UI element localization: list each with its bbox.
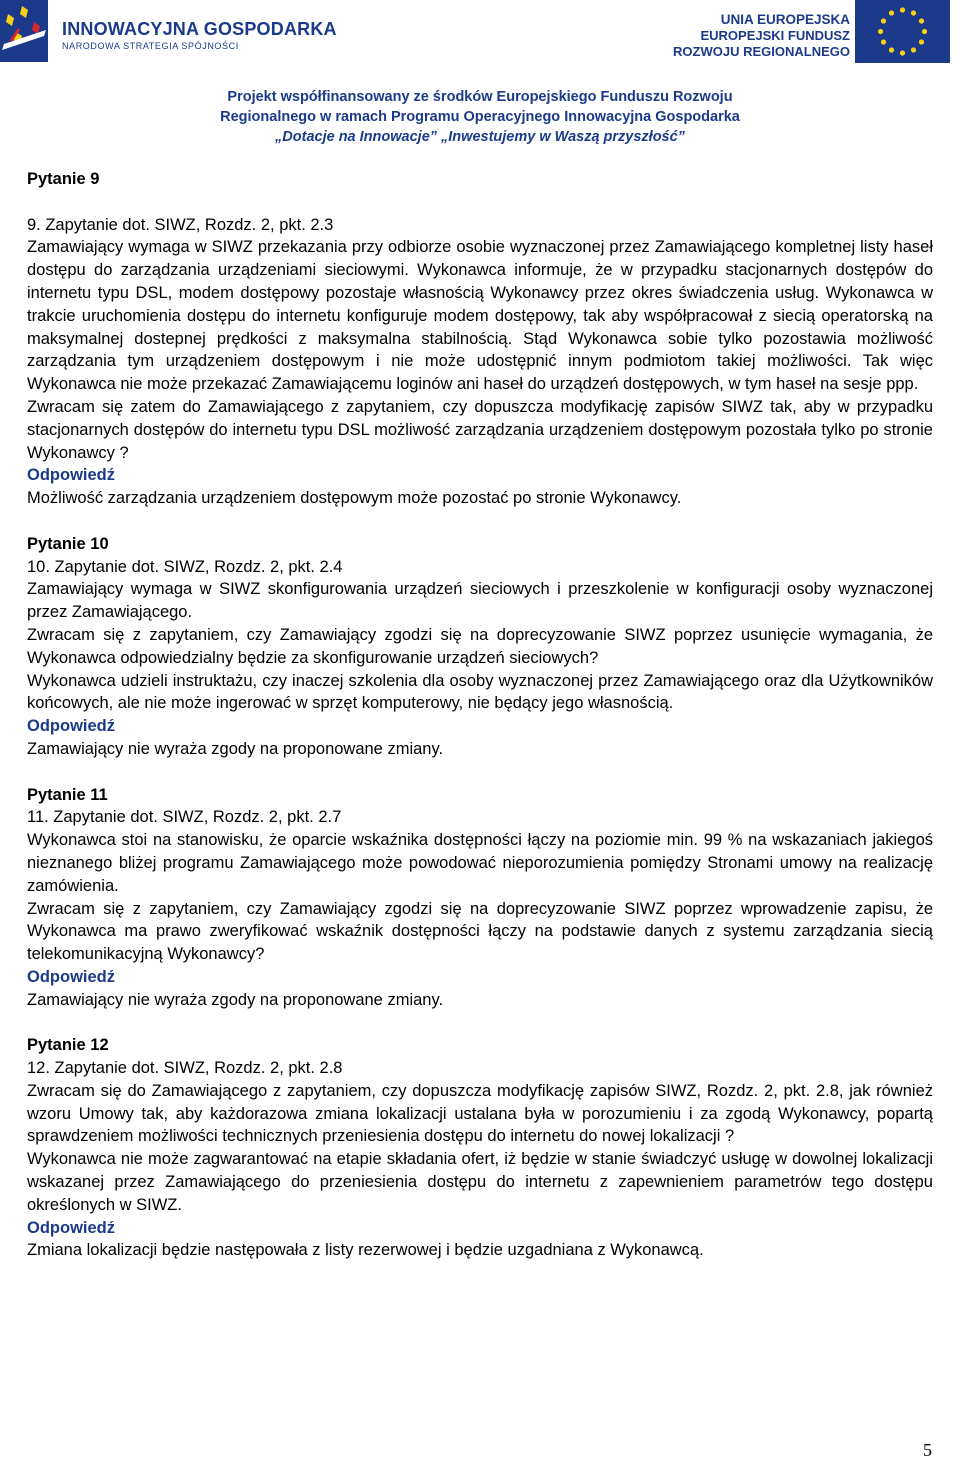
page-header bbox=[0, 0, 960, 150]
ig-logo-title: INNOWACYJNA GOSPODARKA bbox=[62, 19, 337, 39]
ig-emblem-icon bbox=[0, 0, 60, 62]
question-text: Zwracam się z zapytaniem, czy Zamawiający zgodzi się na doprecyzowanie SIWZ poprzez wprowadzenie zapisu, że Wykonawca ma prawo zweryfikować wskaźnik dostępności łączy na podstawie danych z systemu zarządzania siecią telekomunikacyjną Wykonawcy? bbox=[27, 899, 933, 964]
answer-label: Odpowiedź bbox=[27, 967, 115, 986]
answer-text: Zamawiający nie wyraża zgody na proponowane zmiany. bbox=[27, 990, 444, 1009]
question-extra: Wykonawca udzieli instruktażu, czy inaczej szkolenia dla osoby wyznaczonej przez Zamawiającego oraz dla Użytkowników końcowych, ale nie może ingerować w sprzęt komputerowy, nie będący jego własnością. bbox=[27, 671, 933, 713]
eu-logo-line2: EUROPEJSKI FUNDUSZ bbox=[700, 28, 850, 43]
question-reference: 12. Zapytanie dot. SIWZ, Rozdz. 2, pkt. 2.8 bbox=[27, 1059, 343, 1078]
eu-logo-line1: UNIA EUROPEJSKA bbox=[720, 12, 850, 27]
question-body: Zamawiający wymaga w SIWZ przekazania przy odbiorze osobie wyznaczonej przez Zamawiającego kompletnej listy haseł dostępu do zarządzania urządzeniami sieciowymi. Wykonawca informuje, że w przypadku stacjonarnych dostępów do internetu typu DSL, modem dostępowy pozostaje własnością Wykonawcy przez okres świadczenia usług. Wykonawca w trakcie uruchomienia dostępu do internetu konfiguruje modem dostępowy, tak aby współpracował z siecią operatorską na maksymalnej dostepnej prędkości z maksymalna stabilnością. Stąd Wykonawca sobie tylko pozostawia możliwość zarządzania tym urządzeniem dostępowym i nie może udostępnić innym podmiotom takiej możliwości. Tak więc Wykonawca nie może przekazać Zamawiającemu loginów ani haseł do urządzeń dostępowych, w tym haseł na sesje ppp. bbox=[27, 238, 933, 394]
question-body: Zwracam się do Zamawiającego z zapytaniem, czy dopuszcza modyfikację zapisów SIWZ, Rozdz. 2, pkt. 2.8, jak również wzoru Umowy tak, aby każdorazowa zmiana lokalizacji ustalana była w porozumieniu i za zgodą Wykonawcy, popartą sprawdzeniem możliwości technicznych przeniesienia dostępu do internetu do nowej lokalizacji ? bbox=[27, 1081, 933, 1146]
question-reference: 11. Zapytanie dot. SIWZ, Rozdz. 2, pkt. 2.7 bbox=[27, 808, 342, 827]
question-body: Zamawiający wymaga w SIWZ skonfigurowania urządzeń sieciowych i przeszkolenie w konfiguracji osoby wyznaczonej przez Zamawiającego. bbox=[27, 580, 933, 622]
page-number: 5 bbox=[923, 1440, 932, 1460]
answer-label: Odpowiedź bbox=[27, 717, 115, 736]
question-text: Zwracam się zatem do Zamawiającego z zapytaniem, czy dopuszcza modyfikację zapisów SIWZ tak, aby w przypadku stacjonarnych dostępów do internetu typu DSL możliwość zarządzania urządzeniem dostępowym pozostała tylko po stronie Wykonawcy ? bbox=[27, 397, 933, 462]
question-10 bbox=[27, 533, 933, 761]
answer-label: Odpowiedź bbox=[27, 466, 115, 485]
answer-label: Odpowiedź bbox=[27, 1218, 115, 1237]
question-heading: Pytanie 9 bbox=[27, 170, 100, 188]
eu-logo bbox=[670, 0, 955, 62]
answer-text: Możliwość zarządzania urządzeniem dostępowym może pozostać po stronie Wykonawcy. bbox=[27, 489, 682, 508]
question-11 bbox=[27, 784, 933, 1012]
eu-logo-line3: ROZWOJU REGIONALNEGO bbox=[673, 44, 850, 59]
answer-text: Zmiana lokalizacji będzie następowała z listy rezerwowej i będzie uzgadniana z Wykonawcą. bbox=[27, 1241, 704, 1260]
eu-flag-icon bbox=[855, 0, 950, 63]
question-reference: 10. Zapytanie dot. SIWZ, Rozdz. 2, pkt. 2.4 bbox=[27, 557, 343, 576]
answer-text: Zamawiający nie wyraża zgody na proponowane zmiany. bbox=[27, 739, 444, 758]
question-reference: 9. Zapytanie dot. SIWZ, Rozdz. 2, pkt. 2.3 bbox=[27, 215, 334, 234]
question-heading: Pytanie 12 bbox=[27, 1036, 109, 1055]
question-9 bbox=[27, 168, 933, 510]
funding-line-1: Projekt współfinansowany ze środków Europejskiego Funduszu Rozwoju bbox=[227, 89, 733, 105]
question-heading: Pytanie 10 bbox=[27, 534, 109, 553]
funding-line-3: „Dotacje na Innowacje” „Inwestujemy w Waszą przyszłość” bbox=[275, 129, 685, 145]
document-body bbox=[27, 168, 933, 1262]
innowacyjna-gospodarka-logo bbox=[0, 0, 337, 62]
question-12 bbox=[27, 1034, 933, 1262]
question-text: Zwracam się z zapytaniem, czy Zamawiający zgodzi się na doprecyzowanie SIWZ poprzez usunięcie wymagania, że Wykonawca odpowiedzialny będzie za skonfigurowanie urządzeń sieciowych? bbox=[27, 625, 933, 667]
question-body: Wykonawca stoi na stanowisku, że oparcie wskaźnika dostępności łączy na poziomie min. 99 % na wskazaniach jakiegoś nieznanego bliżej programu Zamawiającego może powodować nieporozumienia pomiędzy Stronami umowy na realizację zamówienia. bbox=[27, 831, 933, 895]
question-extra: Wykonawca nie może zagwarantować na etapie składania ofert, iż będzie w stanie świadczyć usługę w dowolnej lokalizacji wskazanej przez Zamawiającego do przeniesienia dostępu do internetu z zapewnieniem parametrów tego dostępu określonych w SIWZ. bbox=[27, 1150, 933, 1214]
ig-logo-subtitle: NARODOWA STRATEGIA SPÓJNOŚCI bbox=[62, 41, 239, 51]
funding-line-2: Regionalnego w ramach Programu Operacyjnego Innowacyjna Gospodarka bbox=[220, 109, 740, 125]
question-heading: Pytanie 11 bbox=[27, 785, 108, 804]
project-funding-notice bbox=[0, 87, 960, 147]
